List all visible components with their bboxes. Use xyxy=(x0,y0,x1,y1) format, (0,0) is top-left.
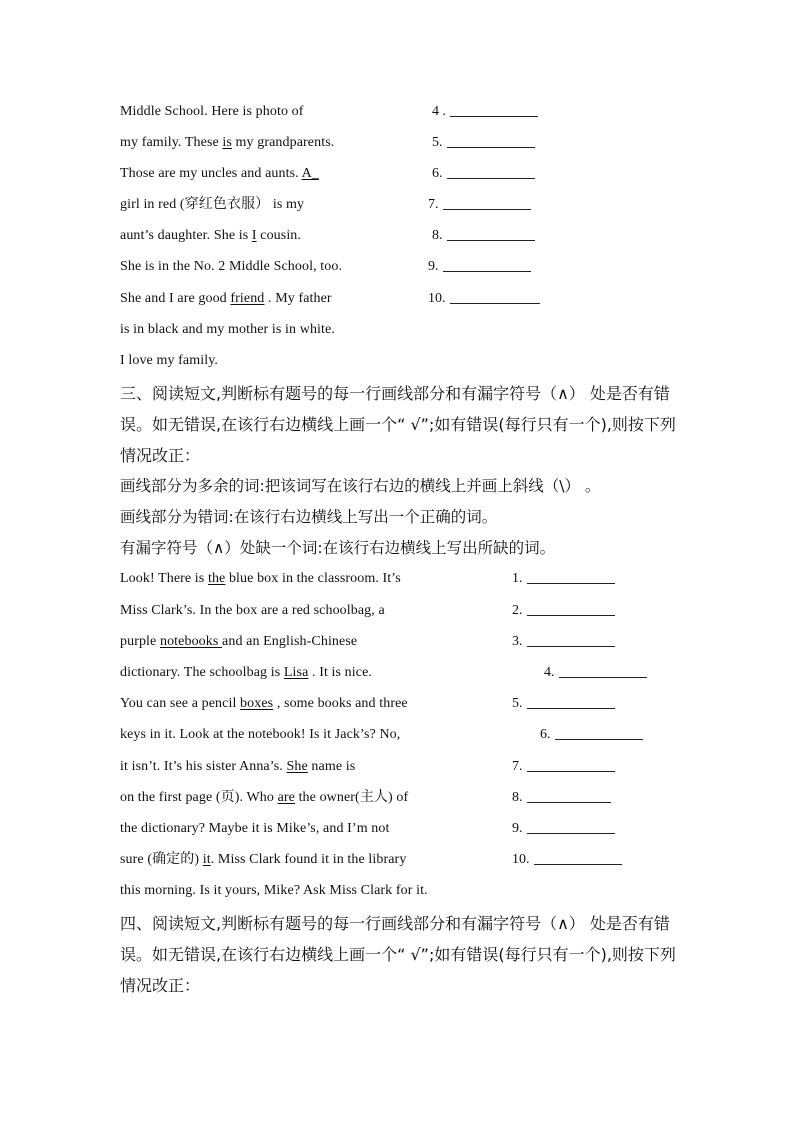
answer-blank[interactable] xyxy=(527,632,615,647)
line-text: She is in the No. 2 Middle School, too. xyxy=(120,259,343,274)
passage-line xyxy=(0,194,794,216)
answer-blank[interactable] xyxy=(447,226,535,241)
line-text: Those are my uncles and aunts. A_ xyxy=(120,166,319,181)
passage-line xyxy=(0,568,794,590)
underlined-word: the xyxy=(207,571,226,586)
passage-line xyxy=(0,662,794,684)
answer-blank[interactable] xyxy=(527,694,615,709)
answer-blank[interactable] xyxy=(450,289,540,304)
underlined-word: She xyxy=(286,759,308,774)
answer-blank[interactable] xyxy=(555,725,643,740)
answer-blank[interactable] xyxy=(527,788,611,803)
line-text: sure (确定的) it. Miss Clark found it in the library xyxy=(120,852,407,867)
passage-line xyxy=(0,880,794,902)
answer-blank[interactable] xyxy=(447,133,535,148)
line-text: I love my family. xyxy=(120,353,218,368)
rule-missing-word: 有漏字符号（∧）处缺一个词:在该行右边横线上写出所缺的词。 xyxy=(120,539,556,557)
rule-extra-word: 画线部分为多余的词:把该词写在该行右边的横线上并画上斜线（\） 。 xyxy=(120,477,601,495)
line-text: this morning. Is it yours, Mike? Ask Miss Clark for it. xyxy=(120,883,428,898)
passage-line xyxy=(0,163,794,185)
answer-blank[interactable] xyxy=(443,195,531,210)
answer-number: 3. xyxy=(512,631,615,653)
answer-number: 5. xyxy=(512,693,615,715)
line-text: it isn’t. It’s his sister Anna’s. She name is xyxy=(120,759,356,774)
line-text: Look! There is the blue box in the classroom. It’s xyxy=(120,571,401,586)
passage-line xyxy=(0,600,794,622)
answer-blank[interactable] xyxy=(559,663,647,678)
answer-number: 6. xyxy=(432,163,535,185)
line-text: Miss Clark’s. In the box are a red schoolbag, a xyxy=(120,603,385,618)
answer-blank[interactable] xyxy=(443,257,531,272)
passage-line xyxy=(0,256,794,278)
answer-number: 8. xyxy=(432,225,535,247)
answer-blank[interactable] xyxy=(450,102,538,117)
answer-blank[interactable] xyxy=(527,757,615,772)
line-text: purple notebooks and an English-Chinese xyxy=(120,634,358,649)
answer-number: 8. xyxy=(512,787,611,809)
line-text: on the first page (页). Who are the owner(主人) of xyxy=(120,790,409,805)
answer-blank[interactable] xyxy=(527,819,615,834)
passage-line xyxy=(0,756,794,778)
underlined-word: boxes xyxy=(240,696,274,711)
passage-line xyxy=(0,724,794,746)
answer-number: 7. xyxy=(428,194,531,216)
passage-line xyxy=(0,787,794,809)
passage-line xyxy=(0,818,794,840)
answer-number: 6. xyxy=(540,724,643,746)
answer-number: 4. xyxy=(544,662,647,684)
passage-line xyxy=(0,132,794,154)
passage-line xyxy=(0,319,794,341)
underlined-word: is xyxy=(222,135,232,150)
answer-number: 10. xyxy=(512,849,622,871)
answer-number: 9. xyxy=(428,256,531,278)
answer-blank[interactable] xyxy=(534,850,622,865)
passage-line xyxy=(0,849,794,871)
underlined-word: are xyxy=(277,790,295,805)
line-text: She and I are good friend . My father xyxy=(120,291,332,306)
passage-line xyxy=(0,350,794,372)
answer-number: 10. xyxy=(428,288,540,310)
line-text: is in black and my mother is in white. xyxy=(120,322,335,337)
underlined-word: it xyxy=(202,852,211,867)
passage-line xyxy=(0,288,794,310)
answer-number: 1. xyxy=(512,568,615,590)
line-text: aunt’s daughter. She is I cousin. xyxy=(120,228,302,243)
passage-line xyxy=(0,101,794,123)
answer-number: 2. xyxy=(512,600,615,622)
section-three-heading: 三、阅读短文,判断标有题号的每一行画线部分和有漏字符号（∧） 处是否有错 误。如无错误,在该行右边横线上画一个“ √”;如有错误(每行只有一个),则按下列 情况改正： xyxy=(120,384,676,465)
underlined-word: notebooks xyxy=(159,634,223,649)
rule-wrong-word: 画线部分为错词:在该行右边横线上写出一个正确的词。 xyxy=(120,508,498,526)
answer-blank[interactable] xyxy=(527,569,615,584)
passage-line xyxy=(0,225,794,247)
passage-line xyxy=(0,693,794,715)
line-text: You can see a pencil boxes , some books and three xyxy=(120,696,408,711)
underlined-word: Lisa xyxy=(283,665,309,680)
line-text: girl in red (穿红色衣服） is my xyxy=(120,197,305,212)
passage-line xyxy=(0,631,794,653)
underlined-word: A_ xyxy=(301,166,319,181)
answer-number: 5. xyxy=(432,132,535,154)
answer-number: 7. xyxy=(512,756,615,778)
answer-number: 9. xyxy=(512,818,615,840)
answer-blank[interactable] xyxy=(527,601,615,616)
answer-number: 4 . xyxy=(432,101,538,123)
line-text: dictionary. The schoolbag is Lisa . It is nice. xyxy=(120,665,372,680)
line-text: my family. These is my grandparents. xyxy=(120,135,335,150)
underlined-word: friend xyxy=(230,291,265,306)
line-text: Middle School. Here is photo of xyxy=(120,104,304,119)
underlined-word: I xyxy=(251,228,257,243)
section-four-heading: 四、阅读短文,判断标有题号的每一行画线部分和有漏字符号（∧） 处是否有错 误。如无错误,在该行右边横线上画一个“ √”;如有错误(每行只有一个),则按下列 情况改正： xyxy=(120,914,676,995)
answer-blank[interactable] xyxy=(447,164,535,179)
line-text: the dictionary? Maybe it is Mike’s, and I’m not xyxy=(120,821,390,836)
line-text: keys in it. Look at the notebook! Is it Jack’s? No, xyxy=(120,727,401,742)
